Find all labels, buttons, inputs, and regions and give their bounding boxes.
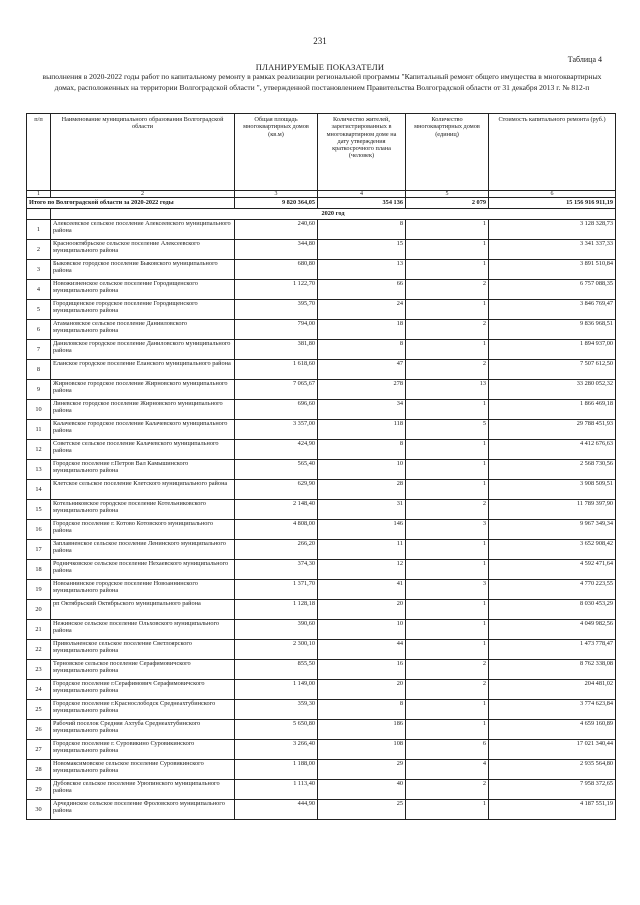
row-number: 26 [27,720,51,740]
repair-cost: 3 891 510,84 [489,260,616,280]
residents-count: 40 [318,780,406,800]
row-number: 4 [27,280,51,300]
repair-cost: 9 967 349,34 [489,520,616,540]
row-number: 6 [27,320,51,340]
residents-count: 10 [318,460,406,480]
table-row [27,400,616,420]
row-number: 7 [27,340,51,360]
total-label: Итого по Волгоградской области за 2020-2022 годы [27,198,235,209]
residents-count: 44 [318,640,406,660]
row-number: 13 [27,460,51,480]
municipality-name: Новоаннинское городское поселение Новоаннинского муниципального района [51,580,235,600]
table-row [27,780,616,800]
houses-count: 1 [406,260,489,280]
repair-cost: 4 412 676,63 [489,440,616,460]
residents-count: 278 [318,380,406,400]
houses-count: 1 [406,400,489,420]
table-row [27,360,616,380]
municipality-name: Советское сельское поселение Калачевского муниципального района [51,440,235,460]
residents-count: 8 [318,220,406,240]
total-area: 374,30 [235,560,318,580]
column-number: 2 [51,191,235,198]
table-row [27,660,616,680]
table-row [27,700,616,720]
houses-count: 2 [406,680,489,700]
houses-count: 3 [406,580,489,600]
total-area: 9 820 364,05 [235,198,318,209]
repair-cost: 29 788 451,93 [489,420,616,440]
row-number: 21 [27,620,51,640]
houses-count: 2 [406,500,489,520]
repair-cost: 2 935 564,80 [489,760,616,780]
column-number: 6 [489,191,616,198]
total-area: 2 148,40 [235,500,318,520]
total-area: 266,20 [235,540,318,560]
total-area: 696,60 [235,400,318,420]
table-row [27,600,616,620]
year-empty-cell [27,209,51,220]
municipality-name: Привольненское сельское поселение Светлоярского муниципального района [51,640,235,660]
houses-count: 1 [406,560,489,580]
total-area: 4 808,00 [235,520,318,540]
header-cell: Стоимость капитального ремонта (руб.) [489,114,616,191]
total-area: 7 065,67 [235,380,318,400]
column-number-row [27,191,616,198]
header-cell: Количество жителей, зарегистрированных в многоквартирном доме на дату утверждения краткосрочного плана (человек) [318,114,406,191]
table-label: Таблица 4 [567,55,602,64]
municipality-name: Городское поселение г.Серафимович Серафимовичского муниципального района [51,680,235,700]
residents-count: 66 [318,280,406,300]
table-row [27,240,616,260]
municipality-name: Еланское городское поселение Еланского муниципального района [51,360,235,380]
table-row [27,680,616,700]
row-number: 17 [27,540,51,560]
header-cell: Количество многоквартирных домов (единиц) [406,114,489,191]
total-area: 5 650,80 [235,720,318,740]
total-area: 359,30 [235,700,318,720]
municipality-name: Котельниковское городское поселение Котельниковского муниципального района [51,500,235,520]
houses-count: 2 [406,360,489,380]
row-number: 14 [27,480,51,500]
residents-count: 16 [318,660,406,680]
year-row [27,209,616,220]
row-number: 11 [27,420,51,440]
total-area: 1 618,60 [235,360,318,380]
houses-count: 2 [406,280,489,300]
residents-count: 31 [318,500,406,520]
municipality-name: Арчединское сельское поселение Фроловского муниципального района [51,800,235,820]
repair-cost: 4 592 471,64 [489,560,616,580]
residents-count: 15 [318,240,406,260]
total-area: 2 300,10 [235,640,318,660]
municipality-name: Нежинское сельское поселение Ольховского муниципального района [51,620,235,640]
houses-count: 5 [406,420,489,440]
houses-count: 1 [406,720,489,740]
municipality-name: Городское поселение г. Котово Котовского муниципального района [51,520,235,540]
houses-count: 1 [406,620,489,640]
municipality-name: Родничковское сельское поселение Нехаевского муниципального района [51,560,235,580]
municipality-name: Городское поселение г.Краснослободск Среднеахтубинского муниципального района [51,700,235,720]
houses-count: 1 [406,440,489,460]
houses-count: 1 [406,480,489,500]
repair-cost: 17 021 340,44 [489,740,616,760]
residents-count: 118 [318,420,406,440]
row-number: 9 [27,380,51,400]
repair-cost: 204 481,02 [489,680,616,700]
municipality-name: Терновское сельское поселение Серафимовичского муниципального района [51,660,235,680]
table-row [27,220,616,240]
row-number: 25 [27,700,51,720]
houses-count: 1 [406,540,489,560]
residents-count: 34 [318,400,406,420]
row-number: 10 [27,400,51,420]
municipality-name: Новожизненское сельское поселение Городищенского муниципального района [51,280,235,300]
table-row [27,260,616,280]
houses-count: 2 [406,660,489,680]
houses-count: 1 [406,640,489,660]
total-area: 855,50 [235,660,318,680]
table-row [27,340,616,360]
repair-cost: 4 770 223,55 [489,580,616,600]
total-area: 1 122,70 [235,280,318,300]
row-number: 15 [27,500,51,520]
row-number: 29 [27,780,51,800]
row-number: 3 [27,260,51,280]
total-cost: 15 156 916 911,19 [489,198,616,209]
municipality-name: Даниловское городское поселение Даниловского муниципального района [51,340,235,360]
table-row [27,540,616,560]
row-number: 30 [27,800,51,820]
repair-cost: 1 894 937,00 [489,340,616,360]
row-number: 27 [27,740,51,760]
document-title: ПЛАНИРУЕМЫЕ ПОКАЗАТЕЛИ [255,62,385,72]
total-area: 1 149,00 [235,680,318,700]
repair-cost: 4 187 551,19 [489,800,616,820]
repair-cost: 2 568 730,56 [489,460,616,480]
residents-count: 146 [318,520,406,540]
total-area: 395,70 [235,300,318,320]
row-number: 16 [27,520,51,540]
header-cell: п/п [27,114,51,191]
residents-count: 8 [318,440,406,460]
houses-count: 1 [406,300,489,320]
total-area: 1 371,70 [235,580,318,600]
row-number: 23 [27,660,51,680]
repair-cost: 3 341 337,33 [489,240,616,260]
header-cell: Общая площадь многоквартирных домов (кв.м) [235,114,318,191]
row-number: 18 [27,560,51,580]
repair-cost: 9 836 968,51 [489,320,616,340]
table-row [27,500,616,520]
total-area: 1 128,18 [235,600,318,620]
municipality-name: Краснооктябрьское сельское поселение Алексеевского муниципального района [51,240,235,260]
table-row [27,800,616,820]
residents-count: 11 [318,540,406,560]
column-number: 4 [318,191,406,198]
page-number: 231 [313,36,327,46]
total-area: 794,00 [235,320,318,340]
municipality-name: Городищенское городское поселение Городищенского муниципального района [51,300,235,320]
repair-cost: 8 762 338,08 [489,660,616,680]
residents-count: 28 [318,480,406,500]
table-row [27,320,616,340]
year-label: 2020 год [51,209,616,220]
header-cell: Наименование муниципального образования Волгоградской области [51,114,235,191]
municipality-name: Калачевское городское поселение Калачевского муниципального района [51,420,235,440]
repair-cost: 1 473 778,47 [489,640,616,660]
repair-cost: 3 652 908,42 [489,540,616,560]
table-row [27,740,616,760]
houses-count: 13 [406,380,489,400]
total-area: 390,60 [235,620,318,640]
column-number: 1 [27,191,51,198]
residents-count: 18 [318,320,406,340]
municipality-name: Городское поселение г.Петров Вал Камышинского муниципального района [51,460,235,480]
municipality-name: Быковское городское поселение Быковского муниципального района [51,260,235,280]
repair-cost: 3 846 769,47 [489,300,616,320]
total-area: 381,80 [235,340,318,360]
houses-count: 6 [406,740,489,760]
houses-count: 2 [406,320,489,340]
repair-cost: 3 128 328,73 [489,220,616,240]
table-row [27,640,616,660]
municipality-name: Жирновское городское поселение Жирновского муниципального района [51,380,235,400]
municipality-name: Заплавненское сельское поселение Ленинского муниципального района [51,540,235,560]
total-area: 3 357,00 [235,420,318,440]
repair-cost: 7 958 372,65 [489,780,616,800]
houses-count: 3 [406,520,489,540]
municipality-name: Линевское городское поселение Жирновского муниципального района [51,400,235,420]
table-row [27,760,616,780]
residents-count: 29 [318,760,406,780]
repair-cost: 4 659 160,89 [489,720,616,740]
total-residents: 354 136 [318,198,406,209]
residents-count: 10 [318,620,406,640]
repair-cost: 4 049 982,56 [489,620,616,640]
residents-count: 108 [318,740,406,760]
table-header-row [27,114,616,191]
total-area: 444,90 [235,800,318,820]
repair-cost: 7 507 612,50 [489,360,616,380]
municipality-name: Атамановское сельское поселение Данииловского муниципального района [51,320,235,340]
table-row [27,560,616,580]
residents-count: 47 [318,360,406,380]
repair-cost: 8 030 453,29 [489,600,616,620]
table-row [27,300,616,320]
residents-count: 24 [318,300,406,320]
houses-count: 1 [406,460,489,480]
repair-cost: 6 757 088,35 [489,280,616,300]
column-number: 5 [406,191,489,198]
municipality-name: Алексеевское сельское поселение Алексеевского муниципального района [51,220,235,240]
row-number: 5 [27,300,51,320]
table-row [27,520,616,540]
municipality-name: Дубовское сельское поселение Урюпинского муниципального района [51,780,235,800]
table-row [27,620,616,640]
residents-count: 25 [318,800,406,820]
row-number: 12 [27,440,51,460]
total-area: 344,80 [235,240,318,260]
row-number: 22 [27,640,51,660]
column-number: 3 [235,191,318,198]
table-row [27,280,616,300]
table-row [27,460,616,480]
municipality-name: Рабочий поселок Средняя Ахтуба Среднеахтубинского муниципального района [51,720,235,740]
indicators-table [26,113,616,820]
houses-count: 1 [406,800,489,820]
total-area: 1 188,00 [235,760,318,780]
total-area: 3 266,40 [235,740,318,760]
municipality-name: рп Октябрьский Октябрьского муниципального района [51,600,235,620]
repair-cost: 3 774 623,84 [489,700,616,720]
municipality-name: Клетское сельское поселение Клетского муниципального района [51,480,235,500]
houses-count: 4 [406,760,489,780]
residents-count: 8 [318,340,406,360]
residents-count: 12 [318,560,406,580]
total-area: 680,80 [235,260,318,280]
houses-count: 1 [406,600,489,620]
municipality-name: Городское поселение г. Суровикино Суровикинского муниципального района [51,740,235,760]
houses-count: 1 [406,340,489,360]
total-area: 240,60 [235,220,318,240]
row-number: 8 [27,360,51,380]
row-number: 20 [27,600,51,620]
total-houses: 2 079 [406,198,489,209]
table-row [27,380,616,400]
municipality-name: Новомаксимовское сельское поселение Суровикинского муниципального района [51,760,235,780]
residents-count: 20 [318,600,406,620]
houses-count: 1 [406,220,489,240]
houses-count: 1 [406,700,489,720]
row-number: 2 [27,240,51,260]
residents-count: 8 [318,700,406,720]
table-row [27,580,616,600]
repair-cost: 1 866 469,18 [489,400,616,420]
table-row [27,720,616,740]
residents-count: 20 [318,680,406,700]
row-number: 1 [27,220,51,240]
repair-cost: 3 908 509,51 [489,480,616,500]
repair-cost: 11 789 397,90 [489,500,616,520]
residents-count: 186 [318,720,406,740]
table-row [27,420,616,440]
total-area: 565,40 [235,460,318,480]
row-number: 28 [27,760,51,780]
houses-count: 1 [406,240,489,260]
total-area: 1 113,40 [235,780,318,800]
table-row [27,480,616,500]
document-subtitle: выполнения в 2020-2022 годы работ по капитальному ремонту в рамках реализации региональной программы "Капитальный ремонт общего имущества в многоквартирных домах, расположенных на территории Волгоградской области ", утвержденной постановлением Правительства Волгоградской области от 31 декабря 2013 г. № 812-п [42,72,602,92]
residents-count: 41 [318,580,406,600]
row-number: 19 [27,580,51,600]
houses-count: 2 [406,780,489,800]
repair-cost: 33 280 052,32 [489,380,616,400]
total-area: 629,90 [235,480,318,500]
row-number: 24 [27,680,51,700]
total-row [27,198,616,209]
total-area: 424,90 [235,440,318,460]
table-row [27,440,616,460]
residents-count: 13 [318,260,406,280]
